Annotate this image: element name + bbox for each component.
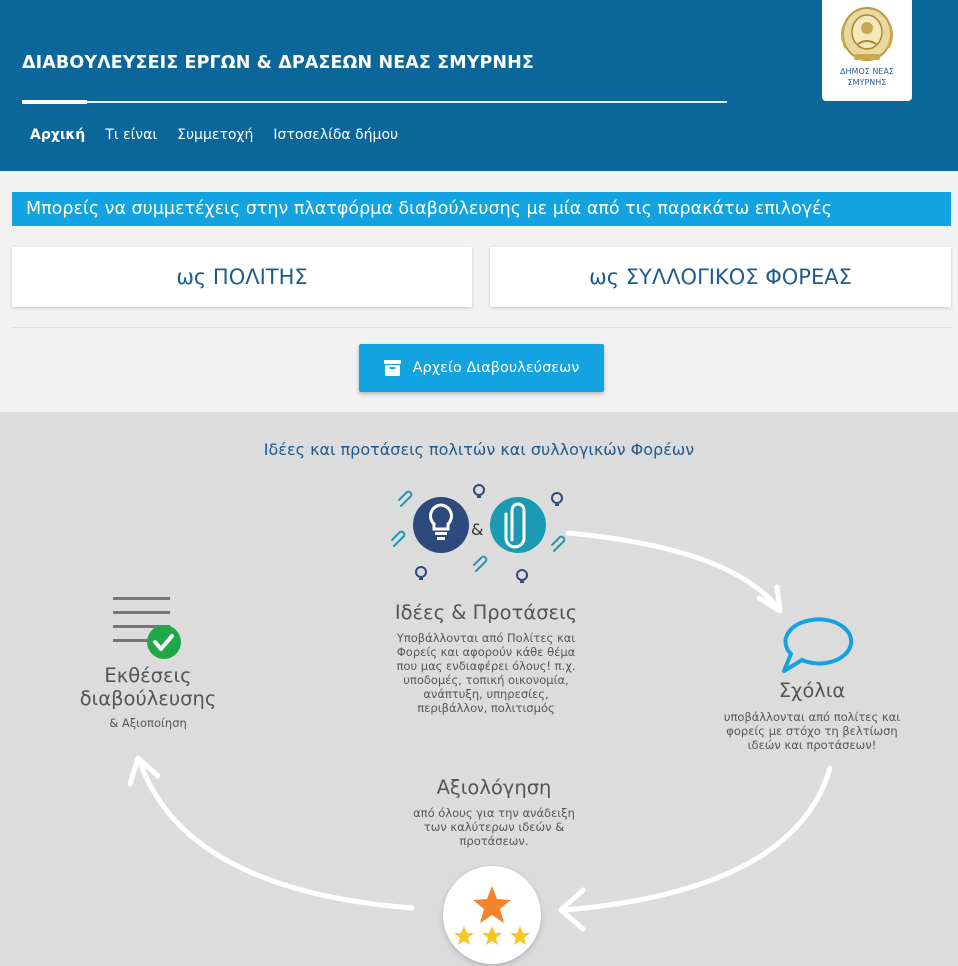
organization-option-button[interactable]: ως ΣΥΛΛΟΓΙΚΟΣ ΦΟΡΕΑΣ bbox=[490, 247, 951, 307]
municipality-emblem-icon bbox=[836, 4, 898, 64]
ideas-heading: Ιδέες & Προτάσεις bbox=[394, 601, 578, 624]
comments-description-line: υποβάλλονται από πολίτες και bbox=[723, 710, 901, 724]
nav-item-municipality-website[interactable]: Ιστοσελίδα δήμου bbox=[273, 127, 399, 143]
participation-banner: Μπορείς να συμμετέχεις στην πλατφόρμα διαβούλευσης με μία από τις παρακάτω επιλογές bbox=[12, 192, 951, 226]
comments-description-line: ιδεών και προτάσεων! bbox=[747, 738, 877, 752]
comments-description-line: φορείς με στόχο τη βελτίωση bbox=[726, 724, 898, 738]
ideas-description-line: Φορείς και αφορούν κάθε θέμα bbox=[396, 645, 576, 659]
archive-button-label: Αρχείο Διαβουλεύσεων bbox=[412, 360, 580, 376]
evaluation-description-line: των καλύτερων ιδεών & bbox=[423, 820, 565, 834]
rating-badge bbox=[443, 866, 541, 964]
consultation-archive-button[interactable] bbox=[359, 344, 604, 392]
ideas-description-line: ανάπτυξη, υπηρεσίες, bbox=[423, 687, 549, 701]
archive-box-icon bbox=[384, 360, 401, 376]
title-underline bbox=[22, 101, 727, 103]
ideas-description-line: περιβάλλον, πολιτισμός bbox=[417, 701, 555, 715]
logo-caption-line2: ΣΜΥΡΝΗΣ bbox=[847, 78, 887, 87]
site-title[interactable]: ΔΙΑΒΟΥΛΕΥΣΕΙΣ ΕΡΓΩΝ & ΔΡΑΣΕΩΝ ΝΕΑΣ ΣΜΥΡΝΗΣ bbox=[22, 53, 534, 73]
reports-heading-line2: διαβούλευσης bbox=[79, 687, 217, 710]
main-nav bbox=[30, 127, 418, 143]
nav-item-home[interactable]: Αρχική bbox=[30, 127, 86, 143]
panel-divider bbox=[12, 327, 951, 328]
municipality-logo[interactable] bbox=[822, 0, 912, 101]
nav-item-about[interactable]: Τι είναι bbox=[105, 127, 158, 143]
document-check-icon bbox=[113, 597, 181, 659]
citizen-option-button[interactable]: ως ΠΟΛΙΤΗΣ bbox=[12, 247, 472, 307]
title-underline-accent bbox=[22, 100, 87, 104]
comments-description bbox=[712, 710, 912, 752]
logo-caption-line1: ΔΗΜΟΣ ΝΕΑΣ bbox=[840, 67, 894, 76]
evaluation-description bbox=[380, 806, 608, 848]
speech-bubble-icon bbox=[784, 619, 851, 671]
ideas-description-line: Υποβάλλονται από Πολίτες και bbox=[396, 631, 576, 645]
ideas-ampersand: & bbox=[471, 520, 484, 539]
reports-heading-line1: Εκθέσεις bbox=[104, 664, 192, 687]
ideas-description-line: που μας ενδιαφέρει όλους! π.χ. bbox=[396, 659, 576, 673]
nav-item-participation[interactable]: Συμμετοχή bbox=[177, 127, 254, 143]
arrow-evaluation-to-reports bbox=[140, 762, 412, 908]
comments-heading: Σχόλια bbox=[778, 679, 846, 702]
site-header bbox=[0, 0, 958, 171]
evaluation-description-line: από όλους για την ανάδειξη bbox=[413, 806, 575, 820]
star-rating-icon bbox=[443, 866, 541, 964]
logo-caption bbox=[822, 66, 912, 88]
reports-subtitle: & Αξιοποίηση bbox=[109, 716, 187, 730]
reports-heading bbox=[58, 664, 238, 710]
ideas-description bbox=[370, 631, 602, 715]
evaluation-description-line: προτάσεων. bbox=[459, 834, 529, 848]
evaluation-heading: Αξιολόγηση bbox=[436, 776, 552, 799]
cycle-title: Ιδέες και προτάσεις πολιτών και συλλογικών Φορέων bbox=[263, 440, 695, 459]
ideas-description-line: υποδομές, τοπική οικονομία, bbox=[403, 673, 569, 687]
arrow-ideas-to-comments bbox=[568, 533, 778, 608]
